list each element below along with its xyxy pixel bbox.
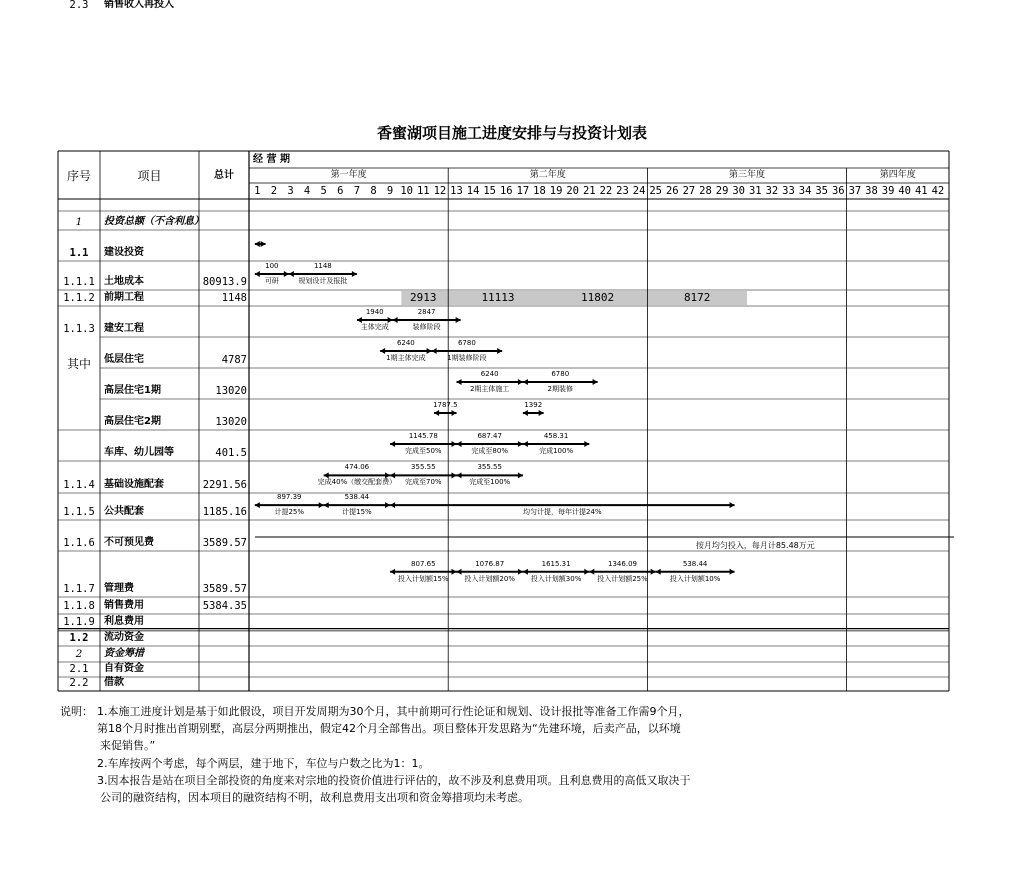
- month-label: 30: [732, 185, 746, 197]
- note-line-5: 3.因本报告是站在项目全部投资的角度来对宗地的投资价值进行评估的，故不涉及利息费用项。且利息费用的高低又取决于: [97, 774, 691, 787]
- header-seq: 序号: [66, 169, 92, 183]
- arrow-head: [393, 317, 398, 323]
- bar-value: 1145.78: [408, 431, 438, 440]
- bar-value: 2847: [417, 307, 436, 316]
- month-label: 34: [798, 185, 812, 197]
- arrow-head: [427, 348, 432, 354]
- bar-note: 2期主体施工: [469, 384, 510, 393]
- row-seq: 1.1.1: [63, 276, 95, 288]
- bar-value: 458.31: [543, 431, 569, 440]
- row-name: 自有资金: [104, 663, 144, 674]
- row-seq: 1.1.8: [63, 600, 95, 612]
- row-name: 高层住宅2期: [104, 416, 161, 427]
- row-total: 13020: [215, 385, 247, 397]
- month-label: 24: [632, 185, 646, 197]
- arrow-head: [434, 410, 439, 416]
- month-label: 21: [582, 185, 596, 197]
- month-label: 13: [450, 185, 463, 197]
- bar-note: 计提15%: [342, 508, 372, 517]
- row-seq: 2.2: [69, 677, 89, 689]
- row-seq: 2.3: [69, 0, 89, 11]
- month-label: 14: [466, 185, 480, 197]
- row-name: 流动资金: [104, 632, 144, 643]
- qizhong-label: 其中: [66, 357, 92, 371]
- arrow-head: [518, 441, 523, 447]
- bar-value: 1940: [365, 307, 384, 316]
- row-name: 高层住宅1期: [104, 385, 161, 396]
- row-name: 建设投资: [104, 247, 144, 258]
- arrow-head: [390, 569, 395, 575]
- bar-value: 355.55: [477, 463, 502, 472]
- bar-value: 100: [265, 262, 279, 271]
- month-label: 39: [881, 185, 895, 197]
- month-label: 26: [665, 185, 679, 197]
- row-seq: 1.1.4: [63, 479, 95, 491]
- header-item: 项目: [137, 169, 162, 183]
- row-seq: 2.1: [69, 663, 89, 675]
- mgmt-note: 按月均匀投入，每月计85.48万元: [695, 541, 815, 550]
- row-total: 401.5: [215, 447, 247, 459]
- arrow-head: [730, 569, 735, 575]
- page-title: 香蜜湖项目施工进度安排与与投资计划表: [376, 124, 647, 142]
- bar-value: 1615.31: [541, 559, 571, 568]
- arrow-head: [452, 441, 457, 447]
- month-label: 42: [931, 185, 945, 197]
- row-seq: 1.1: [69, 247, 89, 259]
- arrow-head: [456, 317, 461, 323]
- arrow-head: [523, 379, 528, 385]
- month-label: 6: [337, 185, 344, 197]
- month-label: 8: [370, 185, 377, 197]
- row-name: 建安工程: [104, 323, 144, 334]
- arrow-head: [593, 379, 598, 385]
- bar-value: 538.44: [344, 493, 370, 502]
- arrow-head: [385, 502, 390, 508]
- month-label: 15: [483, 185, 497, 197]
- notes-label: 说明：: [60, 705, 93, 718]
- month-label: 25: [649, 185, 663, 197]
- row-seq: 1.1.6: [63, 537, 95, 549]
- bar-note: 1期装修阶段: [447, 353, 487, 362]
- row-name: 管理费: [104, 583, 134, 594]
- bar-value: 807.65: [411, 559, 436, 568]
- bar-value: 1076.87: [475, 559, 505, 568]
- bar-note: 主体完成: [360, 322, 389, 331]
- bar-value: 687.47: [477, 431, 502, 440]
- arrow-head: [432, 348, 437, 354]
- arrow-head: [589, 569, 594, 575]
- arrow-head: [284, 271, 289, 277]
- header-total: 总计: [214, 170, 234, 181]
- arrow-head: [457, 472, 462, 478]
- row-name: 投资总额（不含利息）: [104, 216, 204, 227]
- arrow-head: [352, 271, 357, 277]
- month-label: 23: [616, 185, 629, 197]
- construction-value: 11802: [581, 291, 615, 304]
- arrow-head: [539, 410, 544, 416]
- arrow-head: [523, 569, 528, 575]
- bar-note: 规划设计及报批: [298, 277, 348, 286]
- arrow-head: [255, 502, 260, 508]
- bar-value: 1346.09: [608, 559, 637, 568]
- arrow-head: [584, 441, 589, 447]
- bar-value: 1787.5: [433, 400, 458, 409]
- row-name: 资金筹措: [104, 648, 144, 659]
- row-total: 4787: [221, 354, 247, 366]
- row-total: 1148: [221, 292, 247, 304]
- month-label: 36: [831, 185, 845, 197]
- row-name: 销售收入再投入: [104, 0, 174, 10]
- month-label: 11: [416, 185, 430, 197]
- row-total: 2291.56: [202, 479, 247, 491]
- month-label: 16: [499, 185, 513, 197]
- row-seq: 1: [75, 216, 83, 228]
- month-label: 3: [287, 185, 294, 197]
- arrow-head: [261, 241, 266, 247]
- row-name: 借款: [104, 677, 124, 688]
- month-label: 5: [320, 185, 327, 197]
- row-name: 低层住宅: [104, 354, 144, 365]
- month-label: 28: [699, 185, 712, 197]
- arrow-head: [390, 441, 395, 447]
- month-label: 41: [914, 185, 928, 197]
- arrow-head: [452, 410, 457, 416]
- bar-note: 1期主体完成: [386, 353, 426, 362]
- row-seq: 2: [75, 648, 83, 660]
- note-line-2: 第18个月时推出首期别墅，高层分两期推出，假定42个月全部售出。项目整体开发思路为“先建环境，后卖产品，以环境: [97, 722, 681, 735]
- row-seq: 1.2: [69, 632, 89, 644]
- month-label: 18: [533, 185, 546, 197]
- row-seq: 1.1.2: [63, 292, 95, 304]
- row-name: 不可预见费: [104, 537, 154, 548]
- month-label: 38: [865, 185, 878, 197]
- arrow-head: [289, 271, 294, 277]
- month-label: 29: [715, 185, 729, 197]
- arrow-head: [457, 441, 462, 447]
- note-line-3: 来促销售。”: [100, 739, 156, 752]
- row-seq: 1.1.9: [63, 616, 95, 628]
- arrow-head: [380, 348, 385, 354]
- row-name: 公共配套: [104, 506, 144, 517]
- month-label: 27: [682, 185, 696, 197]
- bar-note: 完成40%（缴交配套费）: [317, 478, 397, 487]
- arrow-head: [452, 472, 457, 478]
- row-total: 80913.9: [202, 276, 247, 288]
- month-label: 33: [782, 185, 795, 197]
- bar-note: 完成至70%: [405, 478, 442, 487]
- bar-note: 均匀计提，每年计提24%: [523, 508, 602, 517]
- bar-note: 可研: [264, 277, 279, 286]
- bar-note: 投入计划额10%: [669, 574, 721, 583]
- bar-value: 6240: [396, 338, 415, 347]
- bar-value: 6780: [457, 338, 476, 347]
- arrow-head: [523, 410, 528, 416]
- month-label: 37: [848, 185, 862, 197]
- arrow-head: [390, 502, 395, 508]
- bar-value: 355.55: [411, 463, 436, 472]
- arrow-head: [497, 348, 502, 354]
- row-total: 13020: [215, 416, 247, 428]
- month-label: 32: [765, 185, 779, 197]
- bar-note: 投入计划额20%: [464, 574, 515, 583]
- bar-note: 装修阶段: [412, 322, 441, 331]
- month-label: 40: [898, 185, 912, 197]
- arrow-head: [319, 502, 324, 508]
- header-period: 经 营 期: [253, 154, 290, 165]
- arrow-head: [324, 502, 329, 508]
- bar-value: 6780: [551, 369, 570, 378]
- arrow-head: [518, 569, 523, 575]
- bar-note: 投入计划额30%: [530, 574, 582, 583]
- row-name: 销售费用: [104, 600, 144, 611]
- bar-value: 1392: [524, 400, 543, 409]
- bar-note: 完成至100%: [469, 478, 511, 487]
- arrow-head: [518, 379, 523, 385]
- month-label: 22: [599, 185, 613, 197]
- arrow-head: [584, 569, 589, 575]
- arrow-head: [651, 569, 656, 575]
- month-label: 4: [303, 185, 311, 197]
- bar-note: 完成至50%: [405, 446, 442, 455]
- arrow-head: [457, 379, 462, 385]
- month-label: 1: [254, 185, 261, 197]
- month-label: 35: [815, 185, 829, 197]
- year-label: 第三年度: [728, 170, 766, 180]
- bar-note: 计提25%: [274, 508, 305, 517]
- row-total: 5384.35: [202, 600, 247, 612]
- row-seq: 1.1.3: [63, 323, 95, 335]
- row-total: 1185.16: [202, 506, 247, 518]
- note-line-4: 2.车库按两个考虑，每个两层，建于地下，车位与户数之比为1：1。: [97, 757, 430, 770]
- month-label: 7: [353, 185, 361, 197]
- bar-value: 897.39: [277, 493, 302, 502]
- row-name: 基础设施配套: [104, 479, 164, 490]
- arrow-head: [255, 241, 260, 247]
- month-label: 20: [566, 185, 580, 197]
- bar-note: 完成100%: [539, 446, 574, 455]
- construction-value: 11113: [481, 291, 515, 304]
- row-name: 利息费用: [104, 616, 144, 627]
- arrow-head: [518, 472, 523, 478]
- month-label: 19: [549, 185, 563, 197]
- month-label: 10: [400, 185, 414, 197]
- construction-value: 2913: [410, 291, 437, 304]
- note-line-1: 1.本施工进度计划是基于如此假设，项目开发周期为30个月，其中前期可行性论证和规划、设计报批等准备工作需9个月，: [97, 705, 690, 718]
- bar-note: 投入计划额25%: [597, 574, 648, 583]
- arrow-head: [656, 569, 661, 575]
- note-line-6: 公司的融资结构，因本项目的融资结构不明，故利息费用支出项和资金筹措项均未考虑。: [100, 791, 529, 804]
- month-label: 2: [270, 185, 278, 197]
- row-name: 车库、幼儿园等: [104, 447, 174, 458]
- bar-value: 474.06: [344, 463, 370, 472]
- arrow-head: [730, 502, 735, 508]
- month-label: 12: [433, 185, 447, 197]
- year-label: 第一年度: [330, 170, 367, 180]
- row-seq: 1.1.5: [63, 506, 95, 518]
- bar-value: 538.44: [682, 559, 708, 568]
- bar-note: 2期装修: [547, 384, 573, 393]
- month-label: 17: [516, 185, 530, 197]
- arrow-head: [452, 569, 457, 575]
- year-label: 第四年度: [879, 170, 916, 180]
- bar-note: 完成至80%: [471, 446, 508, 455]
- bar-value: 1148: [313, 262, 332, 271]
- year-label: 第二年度: [529, 170, 566, 180]
- row-total: 3589.57: [202, 537, 247, 549]
- row-total: 3589.57: [202, 583, 247, 595]
- row-name: 前期工程: [104, 292, 144, 303]
- arrow-head: [523, 441, 528, 447]
- bar-note: 投入计划额15%: [398, 574, 449, 583]
- bar-value: 6240: [480, 369, 499, 378]
- row-name: 土地成本: [104, 276, 144, 287]
- month-label: 9: [386, 185, 394, 197]
- arrow-head: [255, 271, 260, 277]
- month-label: 31: [748, 185, 762, 197]
- row-seq: 1.1.7: [63, 583, 95, 595]
- construction-value: 8172: [683, 291, 711, 304]
- arrow-head: [457, 569, 462, 575]
